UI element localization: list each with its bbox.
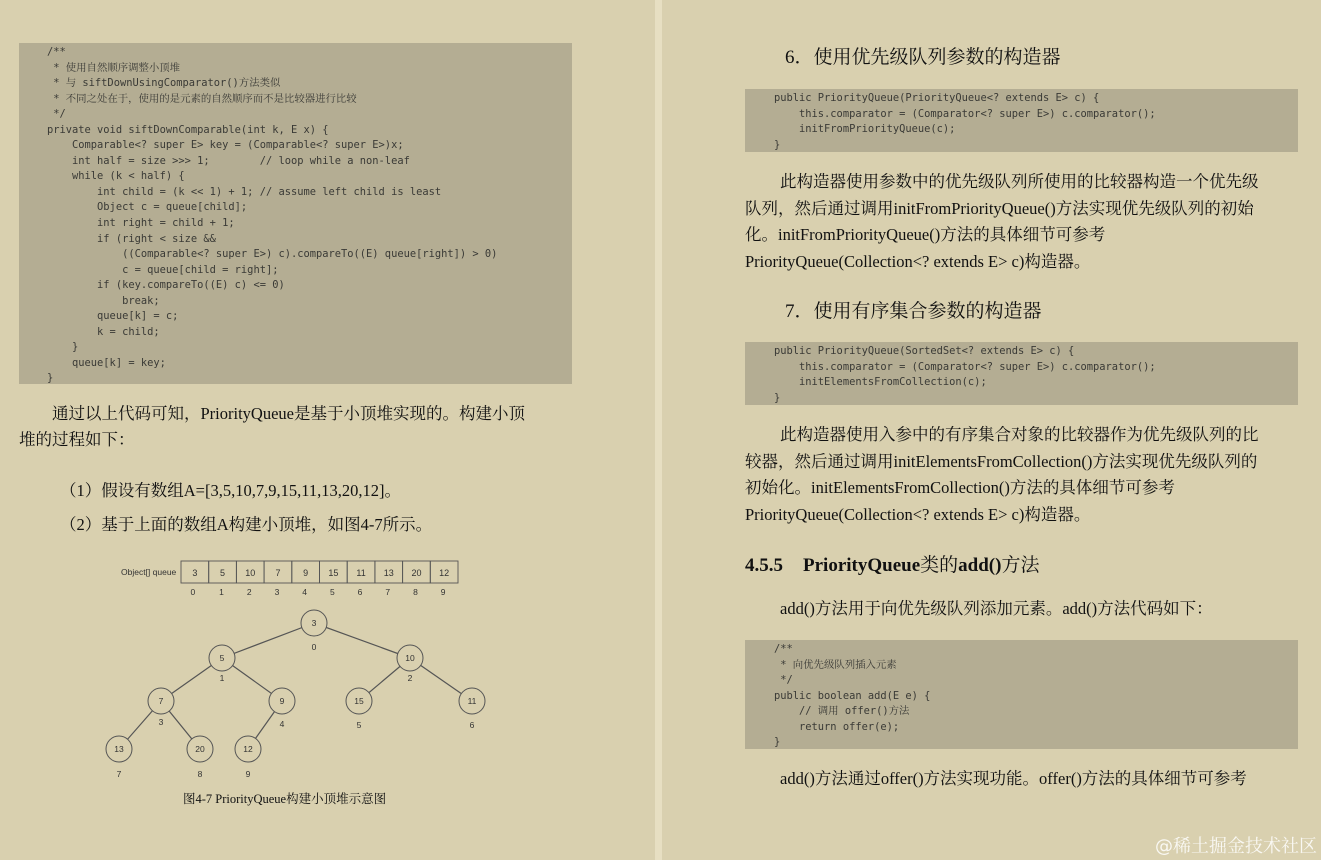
code-line: initElementsFromCollection(c);	[774, 376, 987, 389]
array-index: 6	[357, 587, 363, 597]
tree-node-index: 1	[219, 673, 225, 683]
code-line: public boolean add(E e) {	[774, 689, 931, 702]
tree-node-index: 7	[116, 769, 122, 779]
paragraph-summary-line1: 通过以上代码可知，PriorityQueue是基于小顶堆实现的。构建小顶	[52, 404, 525, 423]
paragraph-6-line: 此构造器使用参数中的优先级队列所使用的比较器构造一个优先级	[780, 172, 1259, 191]
heap-figure	[0, 555, 655, 795]
paragraph-6-line: 化。initFromPriorityQueue()方法的具体细节可参考	[745, 225, 1106, 244]
array-index: 4	[302, 587, 308, 597]
array-cell-value: 12	[439, 568, 450, 578]
array-cell-value: 13	[383, 568, 394, 578]
tree-node-index: 2	[407, 673, 413, 683]
code-line: // 调用 offer()方法	[774, 705, 910, 718]
array-cell-value: 10	[245, 568, 256, 578]
tree-edge	[311, 623, 410, 658]
heading-7: 7．使用有序集合参数的构造器	[785, 301, 1042, 322]
array-index: 5	[329, 587, 335, 597]
code-line: */	[47, 108, 66, 121]
tree-node-value: 10	[405, 653, 415, 663]
array-index: 2	[246, 587, 252, 597]
code-line: Comparable<? super E> key = (Comparable<? super E>)x;	[47, 139, 404, 152]
code-line: this.comparator = (Comparator<? super E>) c.comparator();	[774, 107, 1156, 120]
code-line: }	[774, 391, 781, 404]
tree-node-value: 9	[279, 696, 285, 706]
left-page	[0, 0, 655, 860]
code-line: if (key.compareTo((E) c) <= 0)	[47, 279, 285, 292]
tree-node-value: 13	[114, 744, 124, 754]
code-line: public PriorityQueue(SortedSet<? extends E> c) {	[774, 345, 1075, 357]
code-line: this.comparator = (Comparator<? super E>) c.comparator();	[774, 360, 1156, 373]
tree-node-index: 6	[469, 720, 475, 730]
array-index: 9	[440, 587, 446, 597]
step-1: （1）假设有数组A=[3,5,10,7,9,15,11,13,20,12]。	[60, 481, 401, 500]
array-cell-value: 11	[356, 568, 366, 578]
tree-node-index: 4	[279, 719, 285, 729]
section-title-bold2: add()	[958, 555, 1002, 576]
paragraph-7-line: PriorityQueue(Collection<? extends E> c)构造器。	[745, 505, 1091, 524]
tree-node-index: 3	[158, 717, 164, 727]
array-cell-value: 15	[328, 568, 339, 578]
tree-node-value: 12	[243, 744, 253, 754]
array-index: 0	[190, 587, 196, 597]
array-cell-value: 9	[303, 568, 309, 578]
code-line: }	[774, 138, 781, 151]
code-line: int half = size >>> 1; // loop while a non-leaf	[47, 154, 410, 167]
code-line: c = queue[child = right];	[47, 263, 279, 276]
array-index: 7	[385, 587, 391, 597]
array-cell-value: 3	[192, 568, 198, 578]
section-title-end: 方法	[1001, 555, 1040, 576]
paragraph-add: add()方法用于向优先级队列添加元素。add()方法代码如下：	[780, 599, 1213, 618]
code-line: /**	[774, 643, 793, 655]
code-block-constructor-sortedset	[745, 342, 1298, 405]
paragraph-7-line: 较器，然后通过调用initElementsFromCollection()方法实现优先级队列的	[745, 452, 1258, 471]
array-index: 3	[274, 587, 280, 597]
section-title-mid: 类的	[920, 555, 959, 576]
code-line: while (k < half) {	[47, 170, 185, 183]
code-line: int right = child + 1;	[47, 217, 235, 230]
section-heading	[745, 550, 1039, 577]
code-line: return offer(e);	[774, 720, 900, 733]
tree-edge	[222, 623, 314, 658]
section-title-bold: PriorityQueue	[803, 555, 921, 576]
code-block-add	[745, 640, 1298, 749]
paragraph-7-line: 初始化。initElementsFromCollection()方法的具体细节可参考	[745, 478, 1175, 497]
array-cell-value: 7	[275, 568, 281, 578]
code-line: if (right < size &&	[47, 232, 216, 245]
paragraph-6-line: PriorityQueue(Collection<? extends E> c)构造器。	[745, 252, 1091, 271]
paragraph-7-line: 此构造器使用入参中的有序集合对象的比较器作为优先级队列的比	[780, 425, 1259, 444]
step-2: （2）基于上面的数组A构建小顶堆，如图4-7所示。	[60, 515, 433, 534]
code-line: queue[k] = c;	[47, 310, 179, 323]
section-number: 4.5.5	[745, 555, 783, 576]
tree-node-index: 8	[197, 769, 203, 779]
code-block-sift-down	[19, 43, 572, 384]
code-line: * 向优先级队列插入元素	[774, 658, 897, 671]
code-line: }	[47, 372, 54, 384]
code-line: }	[774, 736, 781, 749]
code-line: private void siftDownComparable(int k, E x) {	[47, 123, 329, 136]
code-line: }	[47, 341, 79, 354]
tree-node-value: 15	[354, 696, 364, 706]
tree-node-value: 11	[467, 696, 477, 706]
right-page	[662, 0, 1321, 860]
code-line: * 与 siftDownUsingComparator()方法类似	[47, 77, 281, 90]
code-line: k = child;	[47, 325, 160, 338]
array-index: 1	[219, 587, 224, 597]
array-cell-value: 5	[220, 568, 226, 578]
code-line: ((Comparable<? super E>) c).compareTo((E) queue[right]) > 0)	[47, 248, 498, 261]
code-line: * 使用自然顺序调整小顶堆	[47, 61, 181, 74]
tree-node-index: 9	[245, 769, 251, 779]
page-gutter	[655, 0, 662, 860]
paragraph-6-line: 队列，然后通过调用initFromPriorityQueue()方法实现优先级队列的初始	[745, 199, 1254, 218]
figure-caption: 图4-7 PriorityQueue构建小顶堆示意图	[183, 792, 387, 806]
tree-node-value: 7	[158, 696, 164, 706]
code-line: */	[774, 674, 793, 687]
code-line: queue[k] = key;	[47, 356, 166, 369]
code-line: break;	[47, 294, 160, 307]
tree-node-value: 20	[195, 744, 205, 754]
code-line: initFromPriorityQueue(c);	[774, 123, 956, 136]
array-label: Object[] queue	[121, 567, 177, 577]
code-line: int child = (k << 1) + 1; // assume left child is least	[47, 185, 442, 198]
heading-6: 6．使用优先级队列参数的构造器	[785, 47, 1061, 68]
tree-node-value: 3	[311, 618, 317, 628]
watermark: @稀土掘金技术社区	[1155, 836, 1317, 857]
paragraph-summary-line2: 堆的过程如下：	[19, 430, 135, 449]
code-line: * 不同之处在于，使用的是元素的自然顺序而不是比较器进行比较	[47, 92, 357, 105]
tree-node-index: 5	[356, 720, 362, 730]
code-line: public PriorityQueue(PriorityQueue<? extends E> c) {	[774, 92, 1100, 104]
array-index: 8	[413, 587, 418, 597]
code-block-constructor-pq	[745, 89, 1298, 152]
code-line: /**	[47, 46, 66, 58]
paragraph-offer: add()方法通过offer()方法实现功能。offer()方法的具体细节可参考	[780, 769, 1247, 788]
array-cell-value: 20	[411, 568, 422, 578]
tree-node-index: 0	[311, 642, 317, 652]
tree-node-value: 5	[219, 653, 225, 663]
code-line: Object c = queue[child];	[47, 201, 248, 214]
